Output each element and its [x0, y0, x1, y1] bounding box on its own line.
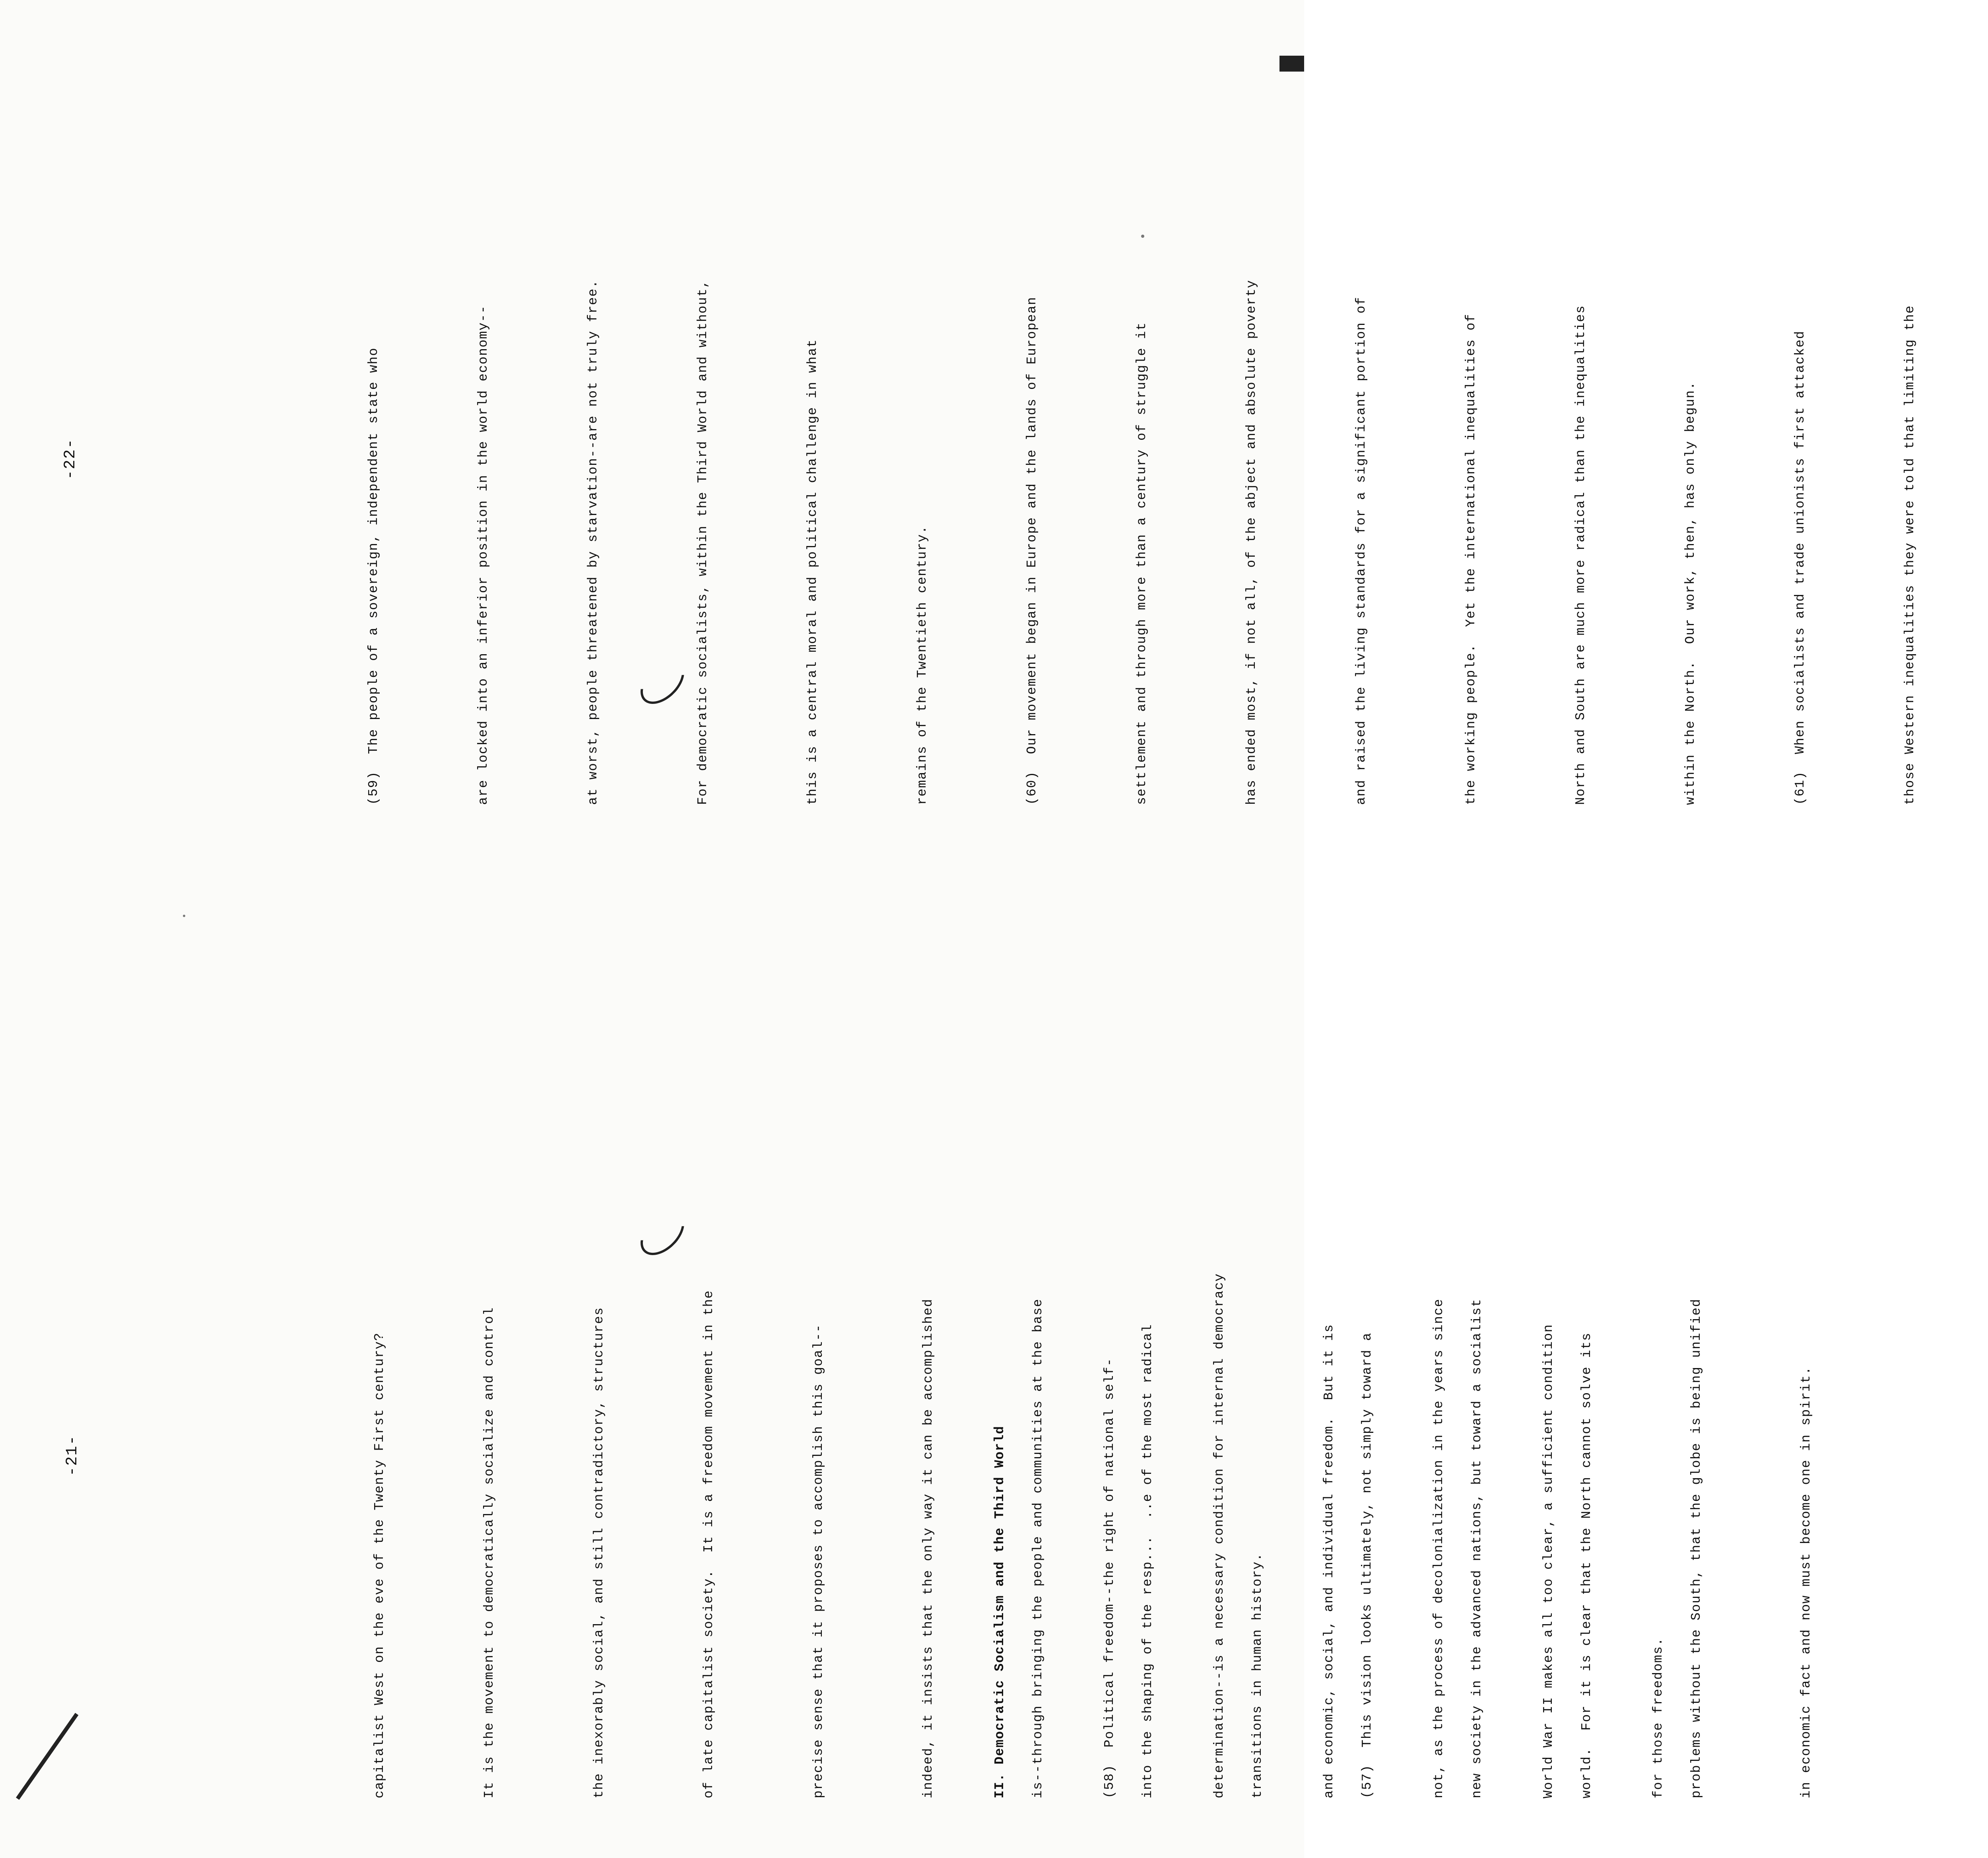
text-line: (57) This vision looks ultimately, not simply toward a	[1360, 1332, 1375, 1798]
right-page	[0, 0, 1917, 929]
text-line: (61) When socialists and trade unionists first attacked	[1793, 330, 1807, 805]
text-line: North and South are much more radical than the inequalities	[1573, 305, 1588, 805]
text-line: world. For it is clear that the North cannot solve its	[1579, 1332, 1594, 1798]
text-line: determination--is a necessary condition for internal democracy	[1212, 1273, 1227, 1798]
text-line: is--through bringing the people and communities at the base	[1031, 1298, 1045, 1798]
text-line: new society in the advanced nations, but toward a socialist	[1470, 1298, 1484, 1798]
page-number: -22-	[62, 438, 80, 480]
paragraph-block	[282, 280, 1988, 805]
text-line: (60) Our movement began in Europe and the lands of European	[1025, 296, 1039, 805]
text-line: this is a central moral and political challenge in what	[805, 339, 820, 805]
text-line: transitions in human history.	[1250, 1553, 1265, 1798]
text-line: (59) The people of a sovereign, independent state who	[366, 347, 381, 805]
section-heading: II. Democratic Socialism and the Third World	[992, 1425, 1007, 1798]
text-line: the working people. Yet the international inequalities of	[1464, 313, 1478, 805]
text-line: at worst, people threatened by starvation--are not truly free.	[586, 280, 600, 805]
text-line: the inexorably social, and still contradictory, structures	[592, 1307, 606, 1798]
text-line: indeed, it insists that the only way it can be accomplished	[921, 1298, 936, 1798]
text-line: are locked into an inferior position in the world economy--	[476, 305, 491, 805]
left-page	[0, 929, 1813, 1858]
text-line: into the shaping of the resp... ..e of the most radical	[1140, 1324, 1155, 1798]
text-line: within the North. Our work, then, has only begun.	[1683, 381, 1698, 805]
text-line: has ended most, if not all, of the abject and absolute poverty	[1244, 280, 1259, 805]
text-line: World War II makes all too clear, a sufficient condition	[1541, 1324, 1556, 1798]
text-line: of late capitalist society. It is a freedom movement in the	[701, 1290, 716, 1798]
text-line: problems without the South, that the globe is being unified	[1689, 1298, 1704, 1798]
page-number: -21-	[64, 1434, 82, 1476]
text-line: not, as the process of decolonialization in the years since	[1431, 1298, 1446, 1798]
text-line: For democratic socialists, within the Third World and without,	[695, 280, 710, 805]
text-line: (58) Political freedom--the right of national self-	[1102, 1358, 1117, 1798]
paragraph-block	[909, 1273, 1750, 1798]
text-line: capitalist West on the eve of the Twenty First century?	[372, 1332, 387, 1798]
text-line: It is the movement to democratically socialize and control	[482, 1307, 497, 1798]
text-line: in economic fact and now must become one in spirit.	[1799, 1366, 1813, 1798]
text-line: for those freedoms.	[1651, 1637, 1666, 1798]
text-line: precise sense that it proposes to accomplish this goal--	[811, 1324, 826, 1798]
text-line: and economic, social, and individual freedom. But it is	[1322, 1324, 1336, 1798]
text-line: those Western inequalities they were told that limiting the	[1903, 305, 1917, 805]
text-line: settlement and through more than a century of struggle it	[1134, 322, 1149, 805]
text-line: remains of the Twentieth century.	[915, 525, 930, 805]
punch-hole-mark	[632, 1203, 692, 1263]
text-line: and raised the living standards for a significant portion of	[1354, 296, 1369, 805]
